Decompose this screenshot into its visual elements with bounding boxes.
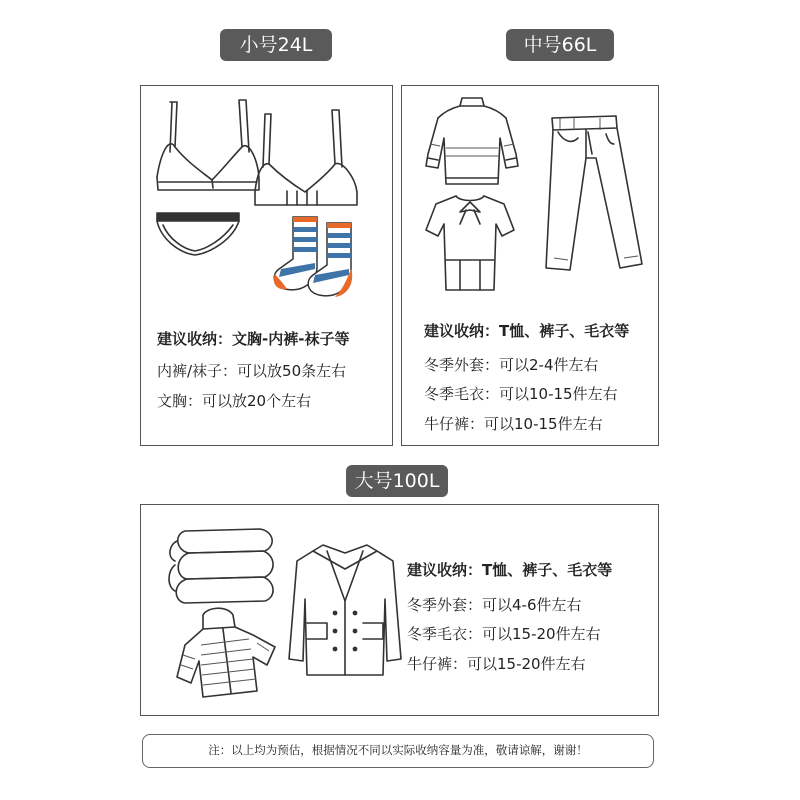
large-line-3: 牛仔裤：可以15-20件左右: [407, 655, 586, 673]
small-size-tag: 小号24L: [220, 29, 332, 61]
medium-size-tag: 中号66L: [506, 29, 614, 61]
coat-icon: [287, 539, 402, 684]
large-size-panel: [140, 504, 659, 716]
blouse-icon: [420, 190, 520, 295]
small-line-1: 内裤/袜子：可以放50条左右: [157, 362, 347, 380]
medium-line-3: 牛仔裤：可以10-15件左右: [424, 415, 603, 433]
jeans-icon: [544, 108, 649, 278]
socks-icon: [255, 209, 365, 304]
large-size-tag: 大号100L: [346, 465, 448, 497]
bra-icon: [147, 92, 387, 202]
folded-blanket-icon: [155, 521, 280, 606]
large-line-2: 冬季毛衣：可以15-20件左右: [407, 625, 601, 643]
disclaimer-note: 注：以上均为预估，根据情况不同以实际收纳容量为准，敬请谅解，谢谢！: [142, 734, 654, 768]
panties-icon: [155, 209, 245, 264]
medium-suggest-text: 建议收纳：T恤、裤子、毛衣等: [424, 322, 630, 340]
medium-size-panel: [401, 85, 659, 446]
medium-line-2: 冬季毛衣：可以10-15件左右: [424, 385, 618, 403]
medium-line-1: 冬季外套：可以2-4件左右: [424, 356, 599, 374]
down-jacket-icon: [173, 605, 283, 700]
small-line-2: 文胸：可以放20个左右: [157, 392, 312, 410]
small-suggest-text: 建议收纳：文胸-内裤-袜子等: [157, 330, 350, 348]
sweater-icon: [422, 94, 522, 189]
large-suggest-text: 建议收纳：T恤、裤子、毛衣等: [407, 561, 613, 579]
large-line-1: 冬季外套：可以4-6件左右: [407, 596, 582, 614]
small-size-panel: [140, 85, 393, 446]
